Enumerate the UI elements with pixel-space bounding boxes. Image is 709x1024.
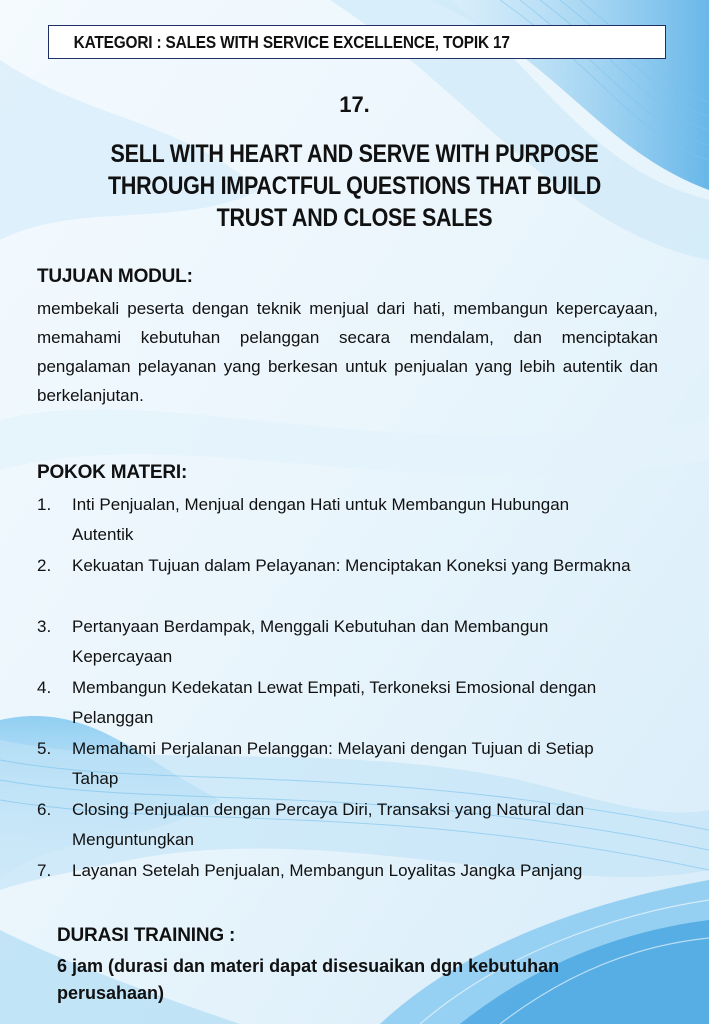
list-item-text: Inti Penjualan, Menjual dengan Hati untuk Membangun Hubungan Autentik [72, 495, 570, 544]
pokok-heading: POKOK MATERI: [37, 462, 188, 483]
tujuan-text: membekali peserta dengan teknik menjual dari hati, membangun kepercayaan, memahami kebutuhan pelanggan secara mendalam, dan menciptakan pengalaman pelayanan yang berkesan untuk penjualan yang lebih autentik dan berkelanjutan. [37, 299, 658, 405]
list-item [37, 612, 667, 673]
list-item [37, 673, 667, 734]
page-title [40, 138, 669, 234]
pokok-list [37, 490, 667, 896]
list-item-text: Membangun Kedekatan Lewat Empati, Terkoneksi Emosional dengan Pelanggan [72, 678, 597, 727]
list-item [37, 551, 667, 612]
list-item-number: 1. [37, 495, 52, 514]
list-item [37, 856, 667, 896]
kategori-label: KATEGORI : SALES WITH SERVICE EXCELLENCE, TOPIK 17 [73, 31, 510, 52]
list-item-number: 7. [37, 861, 52, 880]
list-item-number: 6. [37, 800, 52, 819]
list-item [37, 734, 667, 795]
list-item [37, 490, 667, 551]
topic-number: 17. [339, 92, 370, 117]
list-item [37, 795, 667, 856]
list-item-text: Kekuatan Tujuan dalam Pelayanan: Menciptakan Koneksi yang Bermakna [72, 556, 631, 575]
list-item-text: Closing Penjualan dengan Percaya Diri, Transaksi yang Natural dan Menguntungkan [72, 800, 585, 849]
list-item-number: 5. [37, 739, 52, 758]
page-title-text: SELL WITH HEART AND SERVE WITH PURPOSE THROUGH IMPACTFUL QUESTIONS THAT BUILD TRUST AND CLOSE SALES [107, 140, 602, 232]
durasi-text: 6 jam (durasi dan materi dapat disesuaikan dgn kebutuhan perusahaan) [57, 956, 560, 1003]
list-item-number: 2. [37, 556, 52, 575]
list-item-text: Pertanyaan Berdampak, Menggali Kebutuhan dan Membangun Kepercayaan [72, 617, 549, 666]
kategori-box [48, 25, 666, 59]
list-item-number: 4. [37, 678, 52, 697]
tujuan-heading: TUJUAN MODUL: [37, 266, 193, 287]
list-item-text: Memahami Perjalanan Pelanggan: Melayani dengan Tujuan di Setiap Tahap [72, 739, 594, 788]
list-item-text: Layanan Setelah Penjualan, Membangun Loyalitas Jangka Panjang [72, 861, 583, 880]
list-item-number: 3. [37, 617, 52, 636]
durasi-heading: DURASI TRAINING : [57, 925, 236, 946]
